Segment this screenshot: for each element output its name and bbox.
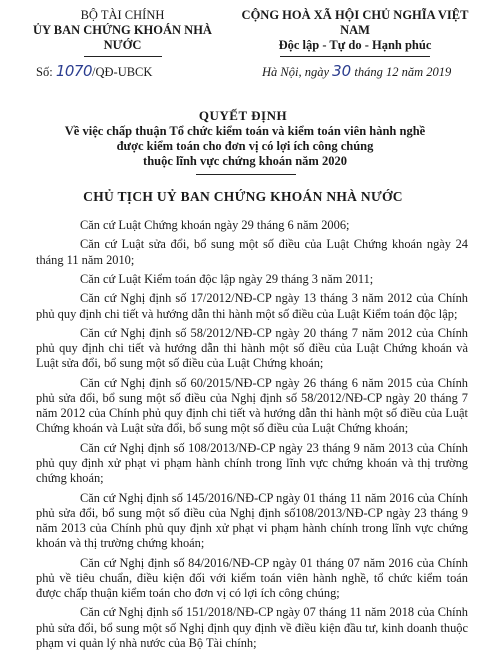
legal-basis-section [36,218,468,655]
issuing-agency-block [30,8,215,57]
subject-underline [196,174,296,175]
document-title: QUYẾT ĐỊNH [198,108,288,123]
subject-line-1: Về việc chấp thuận Tổ chức kiểm toán và kiểm toán viên hành nghề [64,124,426,138]
subject-line-2: được kiểm toán cho đơn vị có lợi ích công chúng [116,139,374,153]
document-number-prefix: Số: [36,65,56,79]
legal-basis-paragraph: Căn cứ Nghị định số 145/2016/NĐ-CP ngày 01 tháng 11 năm 2016 của Chính phủ sửa đổi, bổ sung một số điều của Nghị định số108/2013/NĐ-CP ngày 23 tháng 9 năm 2013 của Chính phủ quy định xử phạt vi phạm hành chính trong lĩnh vực chứng khoán và thị trường chứng khoán; [36,490,468,551]
subject-line-3: thuộc lĩnh vực chứng khoán năm 2020 [143,154,347,168]
ministry-name: BỘ TÀI CHÍNH [80,8,165,22]
legal-basis-paragraph: Căn cứ Luật Chứng khoán ngày 29 tháng 6 năm 2006; [80,218,350,232]
document-subject [40,124,450,169]
issue-date [262,62,451,80]
legal-basis-paragraph: Căn cứ Nghị định số 17/2012/NĐ-CP ngày 13 tháng 3 năm 2012 của Chính phủ quy định chi tiết và hướng dẫn thi hành một số điều của Luật Kiểm toán độc lập; [36,291,468,321]
national-motto: Độc lập - Tự do - Hạnh phúc [278,38,432,52]
legal-basis-paragraph: Căn cứ Nghị định số 151/2018/NĐ-CP ngày 07 tháng 11 năm 2018 của Chính phủ sửa đổi, bổ sung một số Nghị định quy định về điều kiện đầu tư, kinh doanh thuộc phạm vi quản lý nhà nước của Bộ Tài chính; [36,605,468,650]
agency-underline [84,56,162,57]
legal-basis-paragraph: Căn cứ Nghị định số 108/2013/NĐ-CP ngày 23 tháng 9 năm 2013 của Chính phủ quy định xử phạt vi phạm hành chính trong lĩnh vực chứng khoán và thị trường chứng khoán; [36,440,468,486]
legal-basis-paragraph: Căn cứ Nghị định số 60/2015/NĐ-CP ngày 26 tháng 6 năm 2015 của Chính phủ sửa đổi, bổ sung một số điều của Nghị định số 58/2012/NĐ-CP ngày 20 tháng 7 năm 2012 của Chính phủ quy định chi tiết và hướng dẫn thi hành một số điều của Luật Chứng khoán và Luật sửa đổi, bổ sung một số điều của Luật Chứng khoán; [36,375,468,436]
legal-basis-paragraph: Căn cứ Luật Kiểm toán độc lập ngày 29 tháng 3 năm 2011; [80,271,374,286]
issue-day-handwritten: 30 [332,62,352,80]
national-motto-block [230,8,480,57]
document-number-suffix: /QĐ-UBCK [92,65,153,79]
issuing-authority: CHỦ TỊCH UỶ BAN CHỨNG KHOÁN NHÀ NƯỚC [83,189,403,204]
document-number [36,62,152,80]
legal-basis-paragraph: Căn cứ Nghị định số 58/2012/NĐ-CP ngày 20 tháng 7 năm 2012 của Chính phủ quy định chi tiết và hướng dẫn thi hành một số điều của Luật Chứng khoán và Luật sửa đổi, bổ sung một số điều của Luật Chứng khoán; [36,325,468,371]
commission-name: ỦY BAN CHỨNG KHOÁN NHÀ NƯỚC [33,23,212,52]
document-number-handwritten: 1070 [55,62,92,80]
motto-underline [280,56,430,57]
issue-date-prefix: Hà Nội, ngày [262,65,333,79]
legal-basis-paragraph: Căn cứ Nghị định số 84/2016/NĐ-CP ngày 01 tháng 07 năm 2016 của Chính phủ về tiêu chuẩn, điều kiện đối với kiểm toán viên hành nghề, tổ chức kiểm toán được chấp thuận kiểm toán cho đơn vị có lợi ích công chúng; [36,555,468,600]
legal-basis-paragraph: Căn cứ Luật sửa đổi, bổ sung một số điều của Luật Chứng khoán ngày 24 tháng 11 năm 2010; [36,237,468,267]
republic-name: CỘNG HOÀ XÃ HỘI CHỦ NGHĨA VIỆT NAM [241,8,469,37]
issue-date-suffix: tháng 12 năm 2019 [351,65,452,79]
